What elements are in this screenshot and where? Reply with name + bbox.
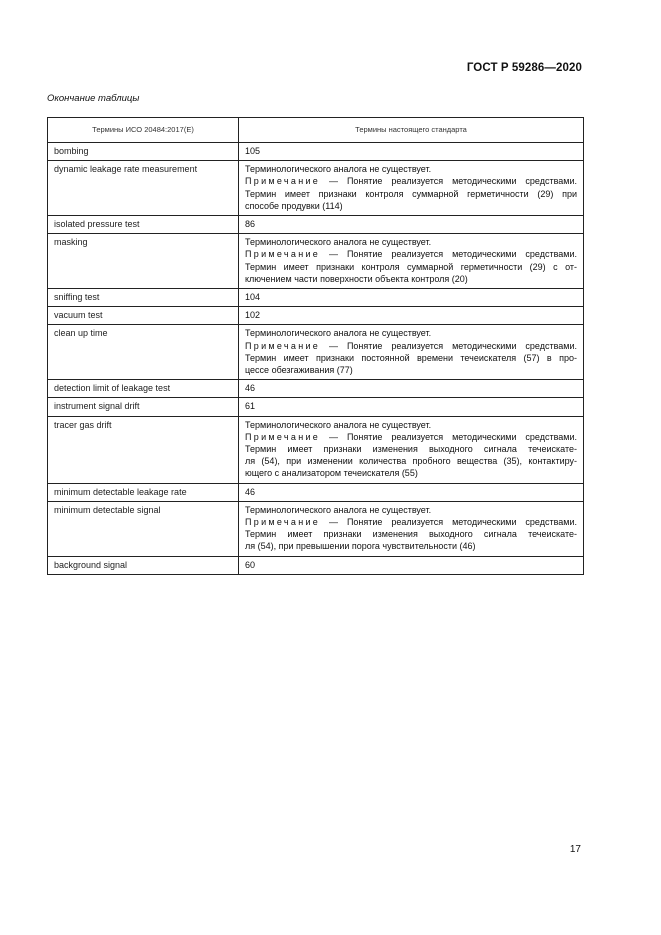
- definition-line: [245, 248, 577, 260]
- note-label: Примечание: [245, 431, 321, 442]
- definition-line: Терминологического аналога не существует.: [245, 164, 432, 175]
- iso-term-cell: tracer gas drift: [48, 416, 239, 483]
- note-text: — Понятие реализуется методическими средствами.: [320, 517, 577, 528]
- definition-line: способе продувки (114): [245, 200, 343, 211]
- table-row: [48, 289, 584, 307]
- definition-line: Терминологического аналога не существует.: [245, 419, 432, 430]
- table-row: [48, 483, 584, 501]
- definition-line: ля (54), при превышении порога чувствительности (46): [245, 541, 476, 552]
- definition-line: [245, 340, 577, 352]
- terms-table-body: [48, 143, 584, 575]
- standard-term-cell: [239, 161, 584, 216]
- standard-term-cell: [239, 289, 584, 307]
- definition-line: [245, 516, 577, 528]
- table-row: [48, 416, 584, 483]
- table-row: [48, 161, 584, 216]
- iso-term-cell: masking: [48, 234, 239, 289]
- table-row: [48, 234, 584, 289]
- iso-term-cell: bombing: [48, 143, 239, 161]
- note-text: — Понятие реализуется методическими средствами.: [320, 431, 577, 442]
- definition-line: Терминологического аналога не существует.: [245, 237, 432, 248]
- table-row: [48, 325, 584, 380]
- definition-line: 46: [245, 383, 256, 394]
- iso-term-cell: detection limit of leakage test: [48, 380, 239, 398]
- definition-line: [245, 175, 577, 187]
- table-row: [48, 556, 584, 574]
- standard-term-cell: [239, 307, 584, 325]
- note-label: Примечание: [245, 340, 321, 351]
- note-label: Примечание: [245, 249, 321, 260]
- iso-term-cell: isolated pressure test: [48, 216, 239, 234]
- table-row: [48, 501, 584, 556]
- definition-line: 61: [245, 401, 256, 412]
- definition-line: 102: [245, 310, 261, 321]
- iso-term-cell: clean up time: [48, 325, 239, 380]
- note-text: — Понятие реализуется методическими средствами.: [320, 176, 577, 187]
- definition-line: [245, 431, 577, 443]
- standard-term-cell: [239, 143, 584, 161]
- definition-line: 86: [245, 219, 256, 230]
- table-row: [48, 143, 584, 161]
- definition-line: ющего с анализатором течеискателя (55): [245, 468, 418, 479]
- definition-line: 104: [245, 292, 261, 303]
- iso-term-cell: dynamic leakage rate measurement: [48, 161, 239, 216]
- note-label: Примечание: [245, 176, 321, 187]
- iso-term-cell: minimum detectable leakage rate: [48, 483, 239, 501]
- definition-line: Термин имеет признаки контроля суммарной герметичности (29) при: [245, 188, 577, 199]
- definition-line: 105: [245, 146, 261, 156]
- table-row: [48, 307, 584, 325]
- table-continuation-label: Окончание таблицы: [47, 93, 140, 104]
- definition-line: Терминологического аналога не существует.: [245, 504, 432, 515]
- iso-term-cell: sniffing test: [48, 289, 239, 307]
- table-header-row: [48, 118, 584, 143]
- standard-term-cell: [239, 325, 584, 380]
- definition-line: ключением части поверхности объекта контроля (20): [245, 273, 468, 284]
- iso-term-cell: vacuum test: [48, 307, 239, 325]
- table-row: [48, 398, 584, 416]
- standard-term-cell: [239, 398, 584, 416]
- page-number: 17: [569, 844, 581, 855]
- definition-line: Термин имеет признаки изменения выходного сигнала течеискате-: [245, 529, 577, 540]
- definition-line: ля (54), при изменении количества пробного вещества (35), контактиру-: [245, 456, 577, 467]
- definition-line: Термин имеет признаки постоянной времени течеискателя (57) в про-: [245, 352, 577, 363]
- note-label: Примечание: [245, 517, 321, 528]
- definition-line: цессе обезгаживания (77): [245, 365, 353, 376]
- document-code: ГОСТ Р 59286—2020: [466, 62, 582, 74]
- definition-line: 46: [245, 486, 256, 497]
- iso-term-cell: instrument signal drift: [48, 398, 239, 416]
- terms-table: [47, 117, 584, 575]
- note-text: — Понятие реализуется методическими средствами.: [320, 340, 577, 351]
- standard-term-cell: [239, 216, 584, 234]
- definition-line: Терминологического аналога не существует.: [245, 328, 432, 339]
- table-row: [48, 216, 584, 234]
- standard-term-cell: [239, 556, 584, 574]
- iso-terms-column-header: Термины ИСО 20484:2017(E): [48, 118, 239, 143]
- iso-term-cell: minimum detectable signal: [48, 501, 239, 556]
- iso-term-cell: background signal: [48, 556, 239, 574]
- note-text: — Понятие реализуется методическими средствами.: [320, 249, 577, 260]
- definition-line: Термин имеет признаки контроля суммарной герметичности (29) с от-: [245, 261, 577, 272]
- standard-term-cell: [239, 501, 584, 556]
- standard-term-cell: [239, 380, 584, 398]
- standard-term-cell: [239, 416, 584, 483]
- definition-line: 60: [245, 559, 256, 570]
- standard-term-cell: [239, 234, 584, 289]
- standard-term-cell: [239, 483, 584, 501]
- standard-terms-column-header: Термины настоящего стандарта: [239, 118, 584, 143]
- table-row: [48, 380, 584, 398]
- definition-line: Термин имеет признаки изменения выходного сигнала течеискате-: [245, 444, 577, 455]
